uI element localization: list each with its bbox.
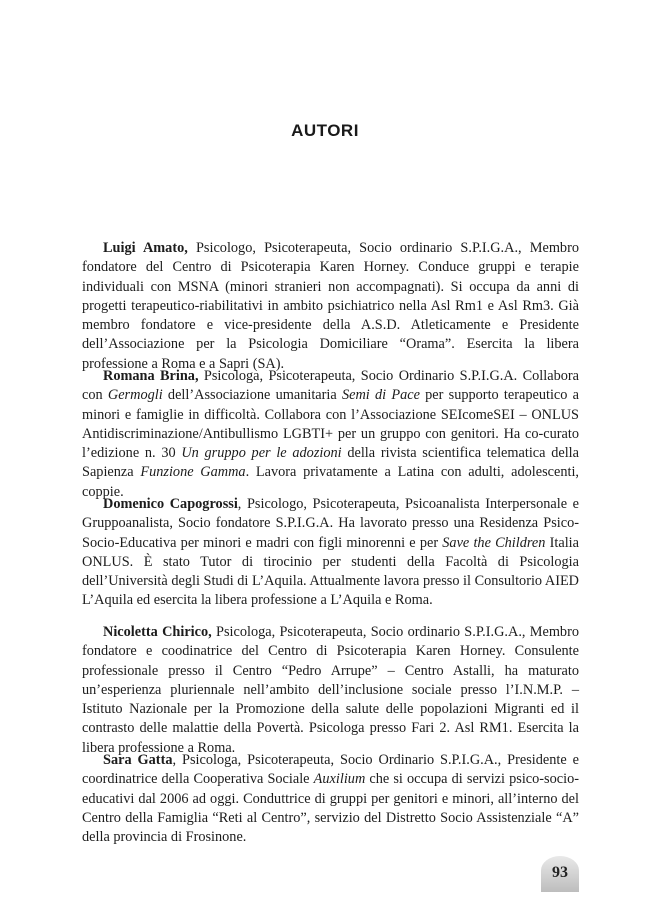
- author-name: Domenico Capogrossi: [103, 496, 238, 512]
- bio-text: . Lavora privatamente a Latina con adulti, adolescenti, coppie.: [82, 464, 579, 500]
- author-bio-sara-gatta: [82, 751, 579, 847]
- page-title: AUTORI: [291, 121, 359, 140]
- bio-text: che si occupa di servizi psico-socio-educativi dal 2006 ad oggi. Conduttrice di gruppi per genitori e minori, all’interno del Centro della Famiglia “Reti al Centro”, servizio del Distretto Socio Assistenziale “A” della provincia di Frosinone.: [82, 771, 579, 846]
- page-number: 93: [552, 864, 568, 881]
- author-bio-nicoletta-chirico: [82, 623, 579, 758]
- author-bio-luigi-amato: [82, 239, 579, 374]
- bio-text: Psicologa, Psicoterapeuta, Socio ordinario S.P.I.G.A., Membro fondatore e coodinatrice del Centro di Psicoterapia Karen Horney. Consulente professionale presso il Centro “Pedro Arrupe” – Centro Astalli, ha maturato un’esperienza pluriennale nell’ambito dell’inclusione sociale presso l’I.N.M.P. – Istituto Nazionale per la Promozione della salute delle popolazioni Migranti ed il contrasto delle malattie della Povertà. Psicologa presso Fari 2. Asl RM1. Esercita la libera professione a Roma.: [82, 624, 579, 756]
- bio-italic-text: Save the Children: [442, 534, 546, 551]
- bio-italic-text: Un gruppo per le adozioni: [181, 445, 342, 462]
- bio-italic-text: Funzione Gamma: [140, 464, 246, 481]
- bio-text: per supporto terapeutico a minori e famiglie in difficoltà. Collabora con l’Associazione SEIcomeSEI – ONLUS Antidiscriminazione/Antibullismo LGBTI+ per un gruppo con genitori. Ha co-curato l’edizione n. 30: [82, 387, 580, 462]
- bio-italic-text: Semi di Pace: [341, 387, 420, 404]
- bio-text: , Psicologo, Psicoterapeuta, Psicoanalista Interpersonale e Gruppoanalista, Socio fondatore S.P.I.G.A. Ha lavorato presso una Residenza Psico-Socio-Educativa per minori e madri con figli minorenni e per: [82, 496, 579, 551]
- author-name: Romana Brina,: [103, 368, 199, 384]
- bio-text: Psicologa, Psicoterapeuta, Socio Ordinario S.P.I.G.A. Collabora con: [82, 368, 579, 404]
- bio-text: Italia ONLUS. È stato Tutor di tirocinio per studenti della Facoltà di Psicologia dell’Università degli Studi di L’Aquila. Attualmente lavora presso il Consultorio AIED L’Aquila ed esercita la libera professione a L’Aquila e Roma.: [82, 534, 580, 609]
- bio-text: Psicologo, Psicoterapeuta, Socio ordinario S.P.I.G.A., Membro fondatore del Centro di Psicoterapia Karen Horney. Conduce gruppi e terapie individuali con MSNA (minori stranieri non accompagnati). Si occupa da anni di progetti terapeutico-riabilitativi in ambito psichiatrico nella Asl Rm1 e Asl Rm3. Già membro fondatore e vice-presidente della A.S.D. Atleticamente e Presidente dell’Associazione per la Psicologia Domiciliare “Orama”. Esercita la libera professione a Roma e a Sapri (SA).: [82, 240, 579, 372]
- author-bio-romana-brina: [82, 367, 579, 502]
- page-number-badge: [541, 856, 579, 892]
- bio-text: della rivista scientifica telematica della Sapienza: [82, 445, 580, 481]
- bio-italic-text: Germogli: [107, 387, 163, 404]
- bio-italic-text: Auxilium: [313, 771, 366, 788]
- author-bio-domenico-capogrossi: [82, 495, 579, 611]
- bio-text: , Psicologa, Psicoterapeuta, Socio Ordinario S.P.I.G.A., Presidente e coordinatrice della Cooperativa Sociale: [82, 752, 579, 788]
- author-name: Nicoletta Chirico,: [103, 624, 212, 640]
- author-name: Sara Gatta: [103, 752, 173, 768]
- author-name: Luigi Amato,: [103, 240, 188, 256]
- bio-text: dell’Associazione umanitaria: [162, 387, 342, 404]
